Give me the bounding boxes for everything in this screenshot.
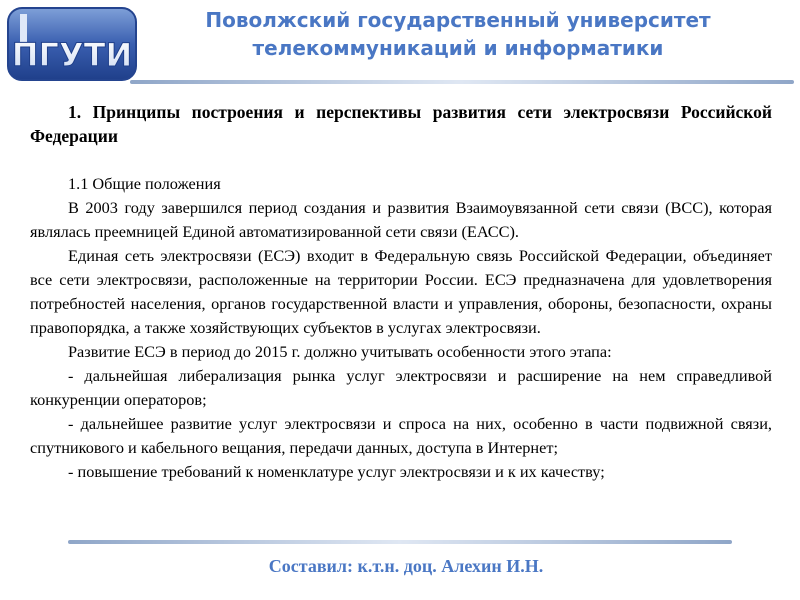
university-name-line1: Поволжский государственный университет (205, 8, 711, 32)
author-credit: Составил: к.т.н. доц. Алехин И.Н. (268, 556, 544, 576)
footer-divider (68, 540, 732, 544)
paragraph: В 2003 году завершился период создания и развития Взаимоувязанной сети связи (ВСС), которая являлась преемницей Единой автоматизированной сети связи (ЕАСС). (30, 198, 772, 241)
list-item: - повышение требований к номенклатуре услуг электросвязи и к их качеству; (68, 462, 605, 481)
paragraph: Единая сеть электросвязи (ЕСЭ) входит в Федеральную связь Российской Федерации, объединяет все сети электросвязи, расположенные на территории России. ЕСЭ предназначена для удовлетворения потребностей населения, органов государственной власти и управления, обороны, безопасности, охраны правопорядка, а также хозяйствующих субъектов в услугах электросвязи. (30, 246, 772, 337)
university-logo (6, 6, 138, 82)
document-body (30, 100, 772, 484)
spacer (30, 148, 772, 172)
psuti-logo-icon (6, 6, 138, 82)
paragraph: Развитие ЕСЭ в период до 2015 г. должно учитывать особенности этого этапа: (68, 342, 612, 361)
list-item: - дальнейшее развитие услуг электросвязи и спроса на них, особенно в части подвижной связи, спутникового и кабельного вещания, передачи данных, доступа в Интернет; (30, 414, 772, 457)
header-divider (130, 80, 794, 84)
university-name (150, 6, 766, 62)
list-item: - дальнейшая либерализация рынка услуг электросвязи и расширение на нем справедливой конкуренции операторов; (30, 366, 772, 409)
section-title: 1. Принципы построения и перспективы развития сети электросвязи Российской Федерации (30, 102, 772, 146)
university-name-line2: телекоммуникаций и информатики (252, 36, 664, 60)
logo-text: ПГУТИ (11, 36, 133, 74)
subsection-title: 1.1 Общие положения (68, 174, 221, 193)
